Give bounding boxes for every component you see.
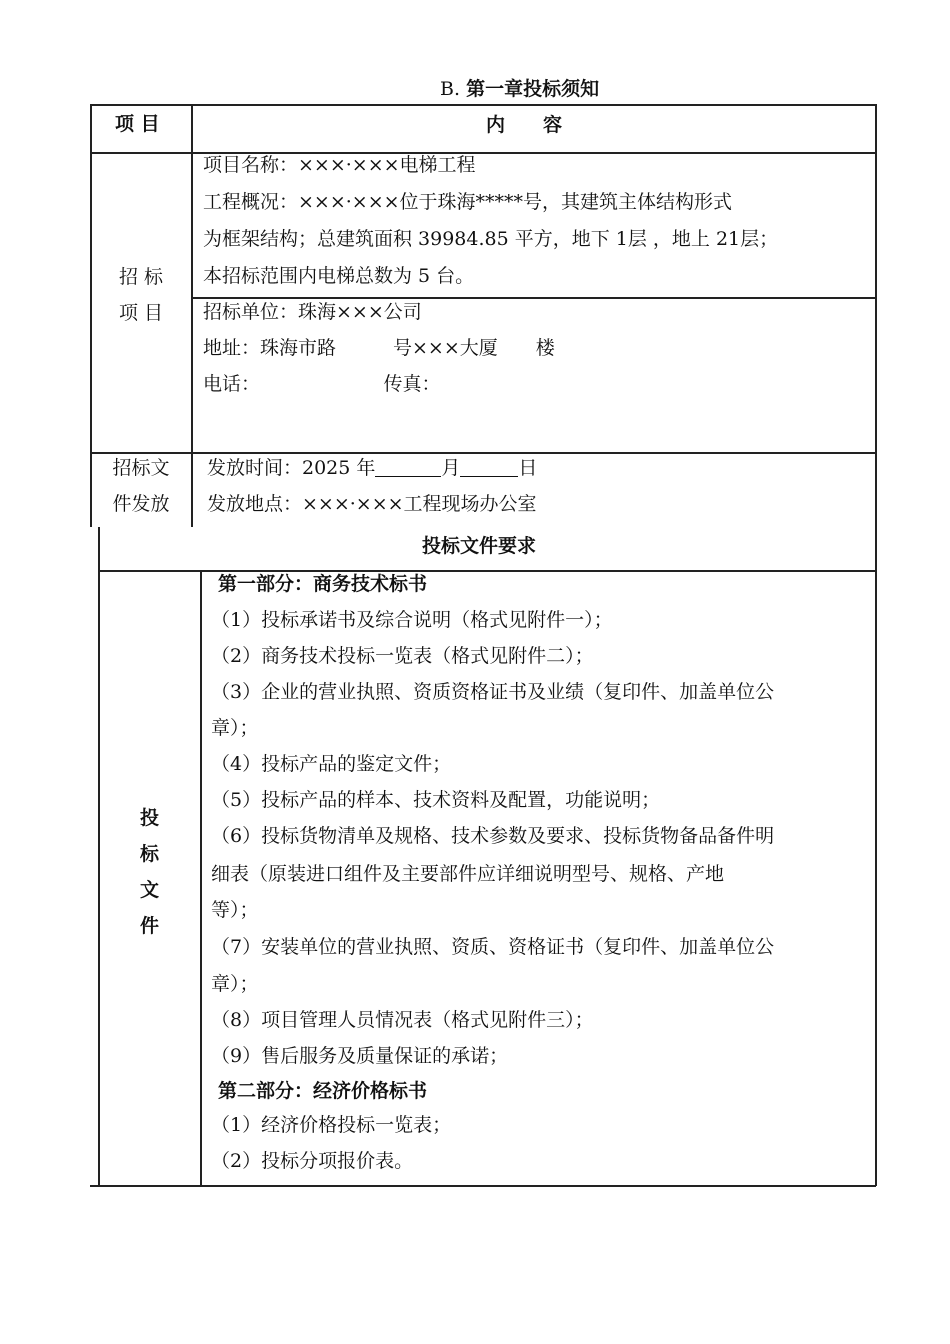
header-item: 项 目 xyxy=(115,113,160,135)
project-label-line1: 招 标 xyxy=(118,266,164,288)
issue-time-prefix: 发放时间：2025 年 xyxy=(207,457,376,479)
requirements-heading: 投标文件要求 xyxy=(422,535,537,557)
tender-unit-line: 招标单位：珠海×××公司 xyxy=(203,301,422,323)
issue-time-month: 月 xyxy=(441,457,461,479)
project-overview-line2: 为框架结构；总建筑面积 39984.85 平方，地下 1层 ，地上 21层； xyxy=(203,228,779,250)
part2-title: 第二部分：经济价格标书 xyxy=(218,1080,428,1102)
issue-label-line1: 招标文 xyxy=(112,457,170,479)
list-item: 细表（原装进口组件及主要部件应详细说明型号、规格、产地 xyxy=(211,863,725,885)
requirements-label-char2: 标 xyxy=(139,843,159,865)
list-item: （8）项目管理人员情况表（格式见附件三）； xyxy=(211,1009,594,1031)
table-border-top xyxy=(90,104,876,106)
list-item: 章）； xyxy=(211,717,259,739)
issue-time-day: 日 xyxy=(518,457,538,479)
issue-label xyxy=(91,450,191,522)
header-content: 内 容 xyxy=(486,114,563,136)
list-item: （2）投标分项报价表。 xyxy=(211,1150,414,1172)
list-item: （1）经济价格投标一览表； xyxy=(211,1114,452,1136)
table-col-divider xyxy=(191,104,193,527)
requirements-label xyxy=(99,800,200,944)
requirements-label-char4: 件 xyxy=(139,915,159,937)
table-border-bottom xyxy=(90,1185,876,1187)
project-label-line2: 项 目 xyxy=(118,302,164,324)
title-prefix: B. xyxy=(440,78,461,100)
list-item: （6）投标货物清单及规格、技术参数及要求、投标货物备品备件明 xyxy=(211,825,775,847)
list-item: （1）投标承诺书及综合说明（格式见附件一）； xyxy=(211,609,613,631)
address-line: 地址：珠海市路 号×××大厦 楼 xyxy=(203,337,555,359)
list-item: 等）； xyxy=(211,899,259,921)
issue-time-line xyxy=(207,450,537,486)
list-item: （2）商务技术投标一览表（格式见附件二）； xyxy=(211,645,594,667)
issue-place-line: 发放地点：×××·×××工程现场办公室 xyxy=(207,493,537,515)
issue-label-line2: 件发放 xyxy=(112,493,170,515)
list-item: 章）； xyxy=(211,973,259,995)
list-item: （4）投标产品的鉴定文件； xyxy=(211,753,452,775)
project-name-line: 项目名称：×××·×××电梯工程 xyxy=(203,154,476,176)
project-overview-line1: 工程概况：×××·×××位于珠海*****号，其建筑主体结构形式 xyxy=(203,191,733,213)
list-item: （3）企业的营业执照、资质资格证书及业绩（复印件、加盖单位公 xyxy=(211,681,775,703)
list-item: （5）投标产品的样本、技术资料及配置，功能说明； xyxy=(211,789,661,811)
requirements-col-divider xyxy=(200,570,202,1186)
table-border-right xyxy=(875,104,877,1186)
requirements-heading-bottom xyxy=(98,570,876,572)
requirements-label-char3: 文 xyxy=(139,879,159,901)
title-main: 第一章投标须知 xyxy=(466,78,600,100)
phone-fax-line: 电话： 传真： xyxy=(203,373,441,395)
list-item: （9）售后服务及质量保证的承诺； xyxy=(211,1045,509,1067)
list-item: （7）安装单位的营业执照、资质、资格证书（复印件、加盖单位公 xyxy=(211,936,775,958)
requirements-label-char1: 投 xyxy=(139,807,159,829)
document-title xyxy=(440,74,599,101)
project-overview-line3: 本招标范围内电梯总数为 5 台。 xyxy=(203,265,475,287)
part1-title: 第一部分：商务技术标书 xyxy=(218,573,428,595)
project-label xyxy=(91,259,191,331)
month-blank xyxy=(375,456,441,477)
day-blank xyxy=(460,456,518,477)
